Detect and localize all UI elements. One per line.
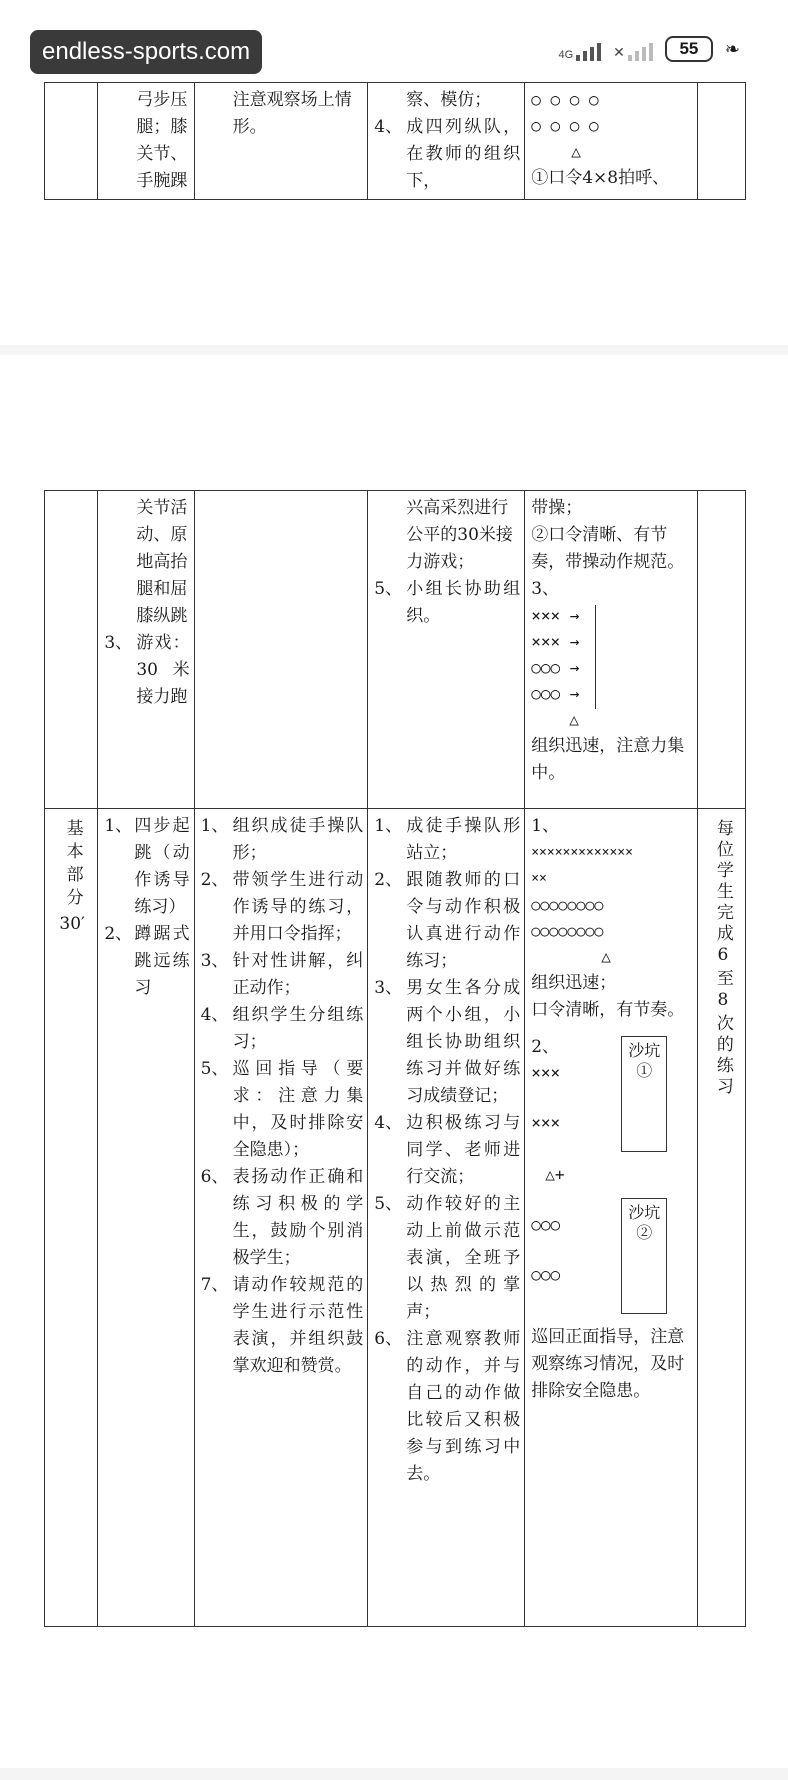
sand-pit-2: 沙坑②: [621, 1198, 667, 1314]
cell-content: [98, 83, 194, 200]
status-icons: [558, 36, 740, 62]
status-bar: [0, 0, 788, 80]
watermark-badge: endless-sports.com: [30, 30, 262, 74]
student-item: 1、 成徒手操队形站立；: [374, 816, 521, 863]
cell-content: [98, 491, 194, 809]
part-time: 30′: [59, 914, 85, 934]
load-text: 每位学生完成6至8次的练习: [712, 819, 733, 1098]
formation-row: ○ ○ ○ ○: [531, 90, 599, 109]
cell-student: [368, 83, 525, 200]
content-text: 关节活动、原地高抬腿和屈膝纵跳: [136, 498, 188, 626]
page-bottom-band: [0, 1768, 788, 1780]
organization-number: 3、: [531, 579, 560, 599]
formation-row: ○○○: [531, 1215, 561, 1234]
organization-note: 组织迅速，注意力集中。: [531, 736, 685, 783]
relay-row: ××× →: [531, 606, 580, 625]
battery-icon: 55: [665, 36, 713, 62]
teacher-marker: △+: [545, 1165, 565, 1184]
student-item: 4、 边积极练习与同学、老师进行交流；: [374, 1113, 521, 1187]
teacher-item: 1、 组织成徒手操队形；: [200, 816, 364, 863]
student-item: 6、 注意观察教师的动作，并与自己的动作做比较后又积极参与到练习中去。: [374, 1329, 521, 1484]
basic-part-row: [45, 809, 746, 1627]
teacher-marker: △: [569, 710, 579, 729]
student-item: 4、 成四列纵队，在教师的组织下，: [374, 117, 521, 191]
organization-note: 巡回正面指导，注意观察练习情况，及时排除安全隐患。: [531, 1327, 685, 1401]
formation-row: ×××××××××××××: [531, 845, 633, 860]
content-item: 2、 蹲踞式跳远练习: [104, 924, 190, 998]
cell-student: [368, 809, 525, 1627]
formation-row: ○○○: [531, 1265, 561, 1284]
organization-note: 口令清晰，有节奏。: [531, 1000, 685, 1020]
teacher-marker: △: [571, 142, 581, 161]
student-text: 察、模仿；: [406, 90, 492, 110]
teacher-item: 5、 巡回指导（要求：注意力集中，及时排除安全隐患）；: [200, 1059, 364, 1160]
content-text: 弓步压腿；膝关节、手腕踝: [136, 90, 188, 191]
teacher-item: 6、 表扬动作正确和练习积极的学生，鼓励个别消极学生；: [200, 1167, 364, 1268]
teacher-marker: △: [601, 947, 611, 966]
cell-load: [697, 491, 745, 809]
lesson-table-segment-2: [44, 490, 746, 1627]
network-label: 4G: [558, 49, 574, 61]
formation-row: ○○○○○○○○: [531, 896, 604, 914]
part-label: 基本部分: [62, 819, 83, 911]
formation-row: ××: [531, 871, 547, 886]
page-gap: [0, 345, 788, 355]
organization-number: 2、: [531, 1037, 560, 1057]
cell-organization: [525, 809, 698, 1627]
student-item: 3、 男女生各分成两个小组，小组长协助组织练习并做好练习成绩登记；: [374, 978, 521, 1106]
content-item: 3、 游戏：30米接力跑: [104, 633, 190, 707]
sand-pit-1: 沙坑①: [621, 1036, 667, 1152]
teacher-item: 3、 针对性讲解，纠正动作；: [200, 951, 364, 998]
teacher-item: 4、 组织学生分组练习；: [200, 1005, 364, 1052]
cell-part: [45, 491, 98, 809]
content-item: 1、 四步起跳（动作诱导练习）: [104, 816, 190, 917]
organization-note: ①口令4×8拍呼、: [531, 168, 670, 188]
cell-organization: [525, 491, 698, 809]
formation-row: ○ ○ ○ ○: [531, 116, 599, 135]
signal-no-service-icon: ✕: [613, 37, 653, 61]
cell-part: [45, 809, 98, 1627]
student-item: 5、 动作较好的主动上前做示范表演，全班予以热烈的掌声；: [374, 1194, 521, 1322]
relay-row: ××× →: [531, 632, 580, 651]
leaf-icon: ❧: [724, 38, 740, 59]
cell-organization: [525, 83, 698, 200]
teacher-text: 注意观察场上情形。: [232, 90, 352, 137]
formation-row: ×××: [531, 1113, 561, 1132]
organization-note: 组织迅速；: [531, 973, 617, 993]
teacher-item: 7、 请动作较规范的学生进行示范性表演，并组织鼓掌欢迎和赞赏。: [200, 1275, 364, 1376]
cell-load: [697, 83, 745, 200]
lesson-table-segment-1: [44, 82, 746, 200]
formation-row: ○○○○○○○○: [531, 922, 604, 940]
relay-line: [595, 605, 596, 709]
cell-load: [697, 809, 745, 1627]
cell-teacher: [194, 491, 368, 809]
teacher-item: 2、 带领学生进行动作诱导的练习，并用口令指挥；: [200, 870, 364, 944]
cell-content: [98, 809, 194, 1627]
long-jump-diagram: [531, 1034, 693, 1324]
relay-row: ○○○ →: [531, 658, 580, 677]
relay-row: ○○○ →: [531, 684, 580, 703]
cell-student: [368, 491, 525, 809]
signal-4g-icon: [558, 37, 601, 61]
formation-row: ×××: [531, 1063, 561, 1082]
student-text: 兴高采烈进行公平的30米接力游戏；: [406, 498, 513, 572]
organization-text: 带操；: [531, 498, 583, 518]
student-item: 2、 跟随教师的口令与动作积极认真进行动作练习；: [374, 870, 521, 971]
organization-number: 1、: [531, 816, 560, 836]
cell-part: [45, 83, 98, 200]
student-item: 5、 小组长协助组织。: [374, 579, 521, 626]
organization-text: ②口令清晰、有节奏，带操动作规范。: [531, 525, 685, 572]
cell-teacher: [194, 809, 368, 1627]
relay-diagram: [531, 603, 693, 733]
cell-teacher: [194, 83, 368, 200]
